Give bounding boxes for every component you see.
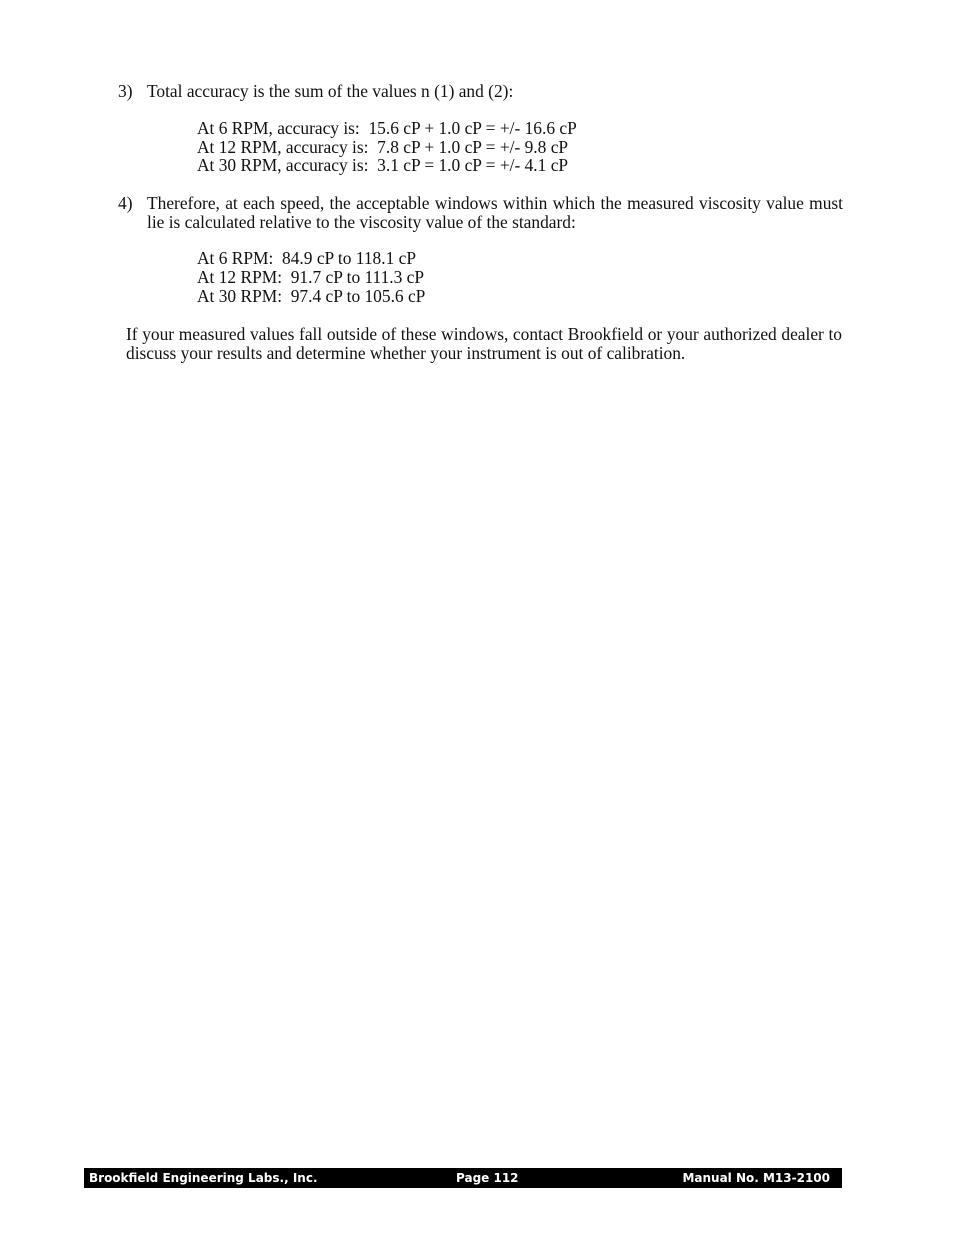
footer-page-number: Page 112 — [456, 1171, 519, 1185]
window-line-12rpm: At 12 RPM: 91.7 cP to 111.3 cP — [197, 267, 425, 287]
list-number: 3) — [118, 81, 133, 101]
page-footer — [84, 1168, 842, 1188]
window-line-6rpm: At 6 RPM: 84.9 cP to 118.1 cP — [197, 248, 417, 268]
footer-company: Brookfield Engineering Labs., Inc. — [89, 1171, 318, 1185]
accuracy-line-12rpm: At 12 RPM, accuracy is: 7.8 cP + 1.0 cP = +/- 9.8 cP — [197, 137, 569, 157]
closing-paragraph: If your measured values fall outside of these windows, contact Brookfield or your authorized dealer to discuss your results and determine whether your instrument is out of calibration. — [126, 324, 842, 363]
list-number: 4) — [118, 193, 133, 213]
accuracy-line-6rpm: At 6 RPM, accuracy is: 15.6 cP + 1.0 cP = +/- 16.6 cP — [197, 118, 577, 138]
accuracy-line-30rpm: At 30 RPM, accuracy is: 3.1 cP = 1.0 cP = +/- 4.1 cP — [197, 155, 569, 175]
footer-manual-number: Manual No. M13-2100 — [682, 1171, 830, 1185]
list-item-text: Therefore, at each speed, the acceptable windows within which the measured viscosity value must lie is calculated relative to the viscosity value of the standard: — [147, 193, 843, 232]
window-line-30rpm: At 30 RPM: 97.4 cP to 105.6 cP — [197, 286, 426, 306]
list-item-text: Total accuracy is the sum of the values n (1) and (2): — [147, 81, 514, 101]
